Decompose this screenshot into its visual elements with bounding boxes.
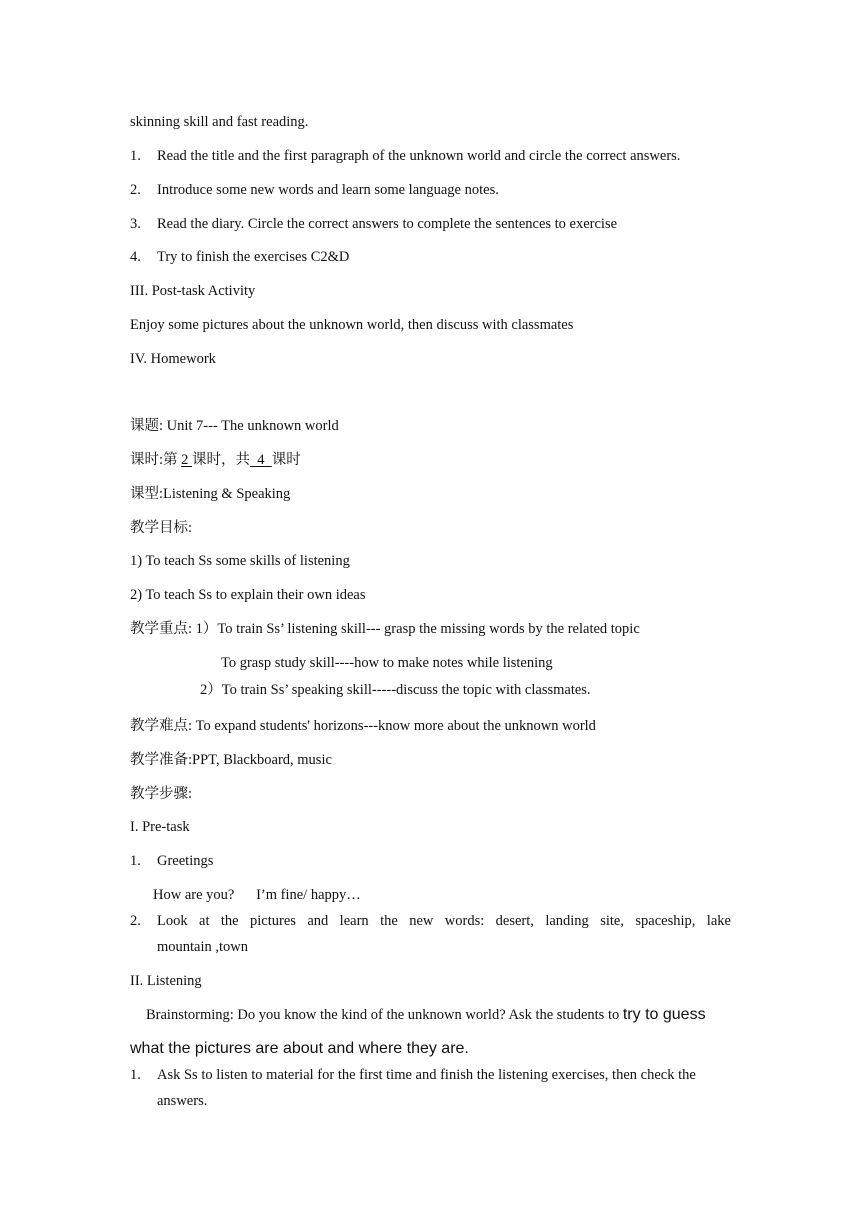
word: and: [307, 913, 329, 929]
word: the: [220, 913, 239, 929]
text-line: mountain ,town: [157, 939, 249, 955]
word: at: [199, 913, 210, 929]
text-line: [146, 1006, 706, 1024]
list-number: 1.: [130, 853, 141, 869]
word: learn: [339, 913, 369, 929]
word: landing: [545, 913, 589, 929]
period-current: 2: [181, 452, 193, 468]
word: desert,: [495, 913, 534, 929]
text-line: Enjoy some pictures about the unknown world, then discuss with classmates: [130, 317, 574, 333]
word: new: [409, 913, 434, 929]
brainstorm-text-large: try to guess: [622, 1006, 706, 1023]
goals-label: 教学目标:: [130, 520, 193, 536]
word: words:: [444, 913, 485, 929]
word: spaceship,: [635, 913, 696, 929]
section-heading: III. Post-task Activity: [130, 283, 256, 299]
list-number: 4.: [130, 249, 141, 265]
list-item: Try to finish the exercises C2&D: [157, 249, 350, 265]
steps-label: 教学步骤:: [130, 786, 193, 802]
list-number: 1.: [130, 148, 141, 164]
text-line: what the pictures are about and where they are.: [130, 1040, 469, 1057]
period-label-2: 课时，共: [192, 452, 251, 468]
section-heading: I. Pre-task: [130, 819, 190, 835]
section-heading: IV. Homework: [130, 351, 216, 367]
focus-item: To grasp study skill----how to make notes while listening: [221, 655, 553, 671]
goal-item: 1) To teach Ss some skills of listening: [130, 553, 350, 569]
period-label-3: 课时: [271, 452, 301, 468]
text-line: How are you? I’m fine/ happy…: [153, 887, 361, 903]
word: the: [380, 913, 398, 929]
word: pictures: [250, 913, 296, 929]
goal-item: 2) To teach Ss to explain their own ideas: [130, 587, 366, 603]
text-line: answers.: [157, 1093, 208, 1109]
list-number: 2.: [130, 182, 141, 198]
list-number: 3.: [130, 216, 141, 232]
focus-item: 教学重点: 1）To train Ss’ listening skill--- grasp the missing words by the related topic: [130, 621, 640, 637]
lesson-period: [130, 451, 301, 469]
section-heading: II. Listening: [130, 973, 202, 989]
brainstorm-text: Brainstorming: Do you know the kind of the unknown world? Ask the students to: [146, 1007, 623, 1023]
list-item: Read the title and the first paragraph of the unknown world and circle the correct answers.: [157, 148, 681, 164]
justified-line: [157, 912, 731, 930]
list-number: 2.: [130, 913, 141, 929]
list-item: Read the diary. Circle the correct answers to complete the sentences to exercise: [157, 216, 618, 232]
list-item: Ask Ss to listen to material for the first time and finish the listening exercises, then check the: [157, 1067, 696, 1083]
list-item: Greetings: [157, 853, 214, 869]
list-item: Introduce some new words and learn some language notes.: [157, 182, 499, 198]
lesson-topic: 课题: Unit 7--- The unknown world: [130, 418, 339, 434]
list-number: 1.: [130, 1067, 141, 1083]
period-label: 课时:第: [130, 452, 182, 468]
preparation: 教学准备:PPT, Blackboard, music: [130, 752, 332, 768]
word: Look: [157, 913, 188, 929]
word: site,: [600, 913, 624, 929]
difficulty: 教学难点: To expand students' horizons---know more about the unknown world: [130, 718, 596, 734]
text-line: skinning skill and fast reading.: [130, 114, 309, 130]
lesson-type: 课型:Listening & Speaking: [130, 486, 291, 502]
focus-item: 2）To train Ss’ speaking skill-----discuss the topic with classmates.: [200, 682, 591, 698]
word: lake: [706, 913, 731, 929]
period-total: 4: [250, 452, 272, 468]
